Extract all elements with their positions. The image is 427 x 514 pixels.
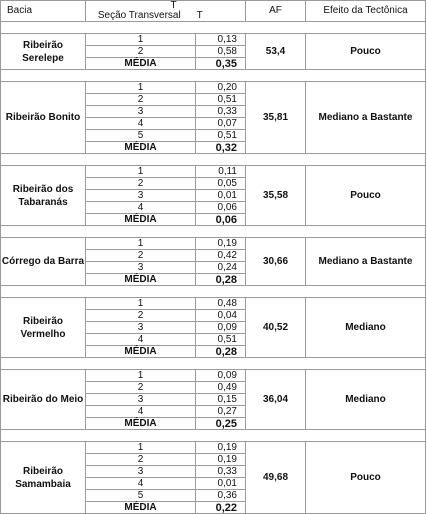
section-number: 1: [86, 82, 196, 94]
group-spacer-cell: [1, 358, 426, 370]
af-value: 35,58: [246, 166, 306, 226]
header-bacia: Bacia: [1, 1, 86, 22]
group-spacer-cell: [1, 286, 426, 298]
section-number: 5: [86, 490, 196, 502]
section-number: 1: [86, 370, 196, 382]
table-row: [1, 82, 426, 94]
section-number: 3: [86, 394, 196, 406]
t-value: 0,19: [196, 238, 246, 250]
basin-name: Ribeirão Vermelho: [1, 298, 86, 358]
section-number: 1: [86, 442, 196, 454]
section-number: 3: [86, 190, 196, 202]
group-spacer: [1, 22, 426, 34]
tectonic-effect: Mediano: [306, 370, 426, 430]
section-number: 3: [86, 466, 196, 478]
section-number: 2: [86, 46, 196, 58]
section-number: 4: [86, 202, 196, 214]
section-number: 1: [86, 238, 196, 250]
af-value: 40,52: [246, 298, 306, 358]
media-value: 0,28: [196, 274, 246, 286]
section-number: 2: [86, 454, 196, 466]
tectonic-effect: Pouco: [306, 442, 426, 514]
t-value: 0,09: [196, 322, 246, 334]
t-value: 0,13: [196, 34, 246, 46]
af-value: 49,68: [246, 442, 306, 514]
group-spacer: [1, 430, 426, 442]
basin-name: Ribeirão Bonito: [1, 82, 86, 154]
t-value: 0,06: [196, 202, 246, 214]
media-label: MÉDIA: [86, 142, 196, 154]
table-row: [1, 370, 426, 382]
group-spacer: [1, 226, 426, 238]
tectonic-effect: Mediano: [306, 298, 426, 358]
af-value: 30,66: [246, 238, 306, 286]
header-secao: Seção Transversal: [97, 10, 181, 21]
header-efeito: Efeito da Tectônica: [306, 1, 426, 22]
section-number: 4: [86, 118, 196, 130]
t-value: 0,27: [196, 406, 246, 418]
t-value: 0,33: [196, 106, 246, 118]
basin-name: Ribeirão Serelepe: [1, 34, 86, 70]
group-spacer-cell: [1, 154, 426, 166]
tectonic-effect: Mediano a Bastante: [306, 82, 426, 154]
media-label: MÉDIA: [86, 58, 196, 70]
media-label: MÉDIA: [86, 502, 196, 514]
group-spacer-cell: [1, 226, 426, 238]
section-number: 4: [86, 334, 196, 346]
media-label: MÉDIA: [86, 274, 196, 286]
t-value: 0,01: [196, 190, 246, 202]
table-row: [1, 34, 426, 46]
tectonic-effect: Mediano a Bastante: [306, 238, 426, 286]
group-spacer-cell: [1, 70, 426, 82]
t-value: 0,19: [196, 442, 246, 454]
media-value: 0,22: [196, 502, 246, 514]
table-body: [1, 22, 426, 514]
basin-name: Córrego da Barra: [1, 238, 86, 286]
t-value: 0,09: [196, 370, 246, 382]
basin-name: Ribeirão Samambaia: [1, 442, 86, 514]
section-number: 4: [86, 478, 196, 490]
af-value: 53,4: [246, 34, 306, 70]
section-number: 4: [86, 406, 196, 418]
section-number: 1: [86, 298, 196, 310]
media-value: 0,32: [196, 142, 246, 154]
t-value: 0,11: [196, 166, 246, 178]
t-value: 0,15: [196, 394, 246, 406]
t-value: 0,24: [196, 262, 246, 274]
header-t-top: T: [170, 0, 177, 11]
table-row: [1, 442, 426, 454]
tectonic-effect: Pouco: [306, 34, 426, 70]
t-value: 0,07: [196, 118, 246, 130]
group-spacer: [1, 286, 426, 298]
af-value: 36,04: [246, 370, 306, 430]
t-value: 0,20: [196, 82, 246, 94]
section-number: 1: [86, 166, 196, 178]
media-value: 0,06: [196, 214, 246, 226]
t-value: 0,19: [196, 454, 246, 466]
t-value: 0,49: [196, 382, 246, 394]
t-value: 0,51: [196, 130, 246, 142]
header-af: AF: [246, 1, 306, 22]
section-number: 1: [86, 34, 196, 46]
t-value: 0,36: [196, 490, 246, 502]
section-number: 2: [86, 382, 196, 394]
table-row: [1, 238, 426, 250]
group-spacer: [1, 70, 426, 82]
basin-name: Ribeirão do Meio: [1, 370, 86, 430]
header-t: T: [196, 10, 203, 21]
t-value: 0,51: [196, 334, 246, 346]
group-spacer-cell: [1, 22, 426, 34]
media-label: MÉDIA: [86, 346, 196, 358]
basin-name: Ribeirão dos Tabaranás: [1, 166, 86, 226]
af-value: 35,81: [246, 82, 306, 154]
t-value: 0,48: [196, 298, 246, 310]
t-value: 0,51: [196, 94, 246, 106]
t-value: 0,01: [196, 478, 246, 490]
section-number: 2: [86, 178, 196, 190]
group-spacer-cell: [1, 430, 426, 442]
media-value: 0,25: [196, 418, 246, 430]
section-number: 2: [86, 310, 196, 322]
media-value: 0,28: [196, 346, 246, 358]
t-value: 0,05: [196, 178, 246, 190]
table-row: [1, 166, 426, 178]
tectonic-effect: Pouco: [306, 166, 426, 226]
header-secao-t: [86, 1, 246, 22]
section-number: 3: [86, 262, 196, 274]
table-row: [1, 298, 426, 310]
header-row: [1, 1, 426, 22]
media-label: MÉDIA: [86, 214, 196, 226]
section-number: 2: [86, 250, 196, 262]
media-label: MÉDIA: [86, 418, 196, 430]
section-number: 5: [86, 130, 196, 142]
section-number: 3: [86, 322, 196, 334]
section-number: 2: [86, 94, 196, 106]
t-value: 0,04: [196, 310, 246, 322]
t-value: 0,58: [196, 46, 246, 58]
group-spacer: [1, 358, 426, 370]
t-value: 0,33: [196, 466, 246, 478]
section-number: 3: [86, 106, 196, 118]
media-value: 0,35: [196, 58, 246, 70]
t-value: 0,42: [196, 250, 246, 262]
group-spacer: [1, 154, 426, 166]
